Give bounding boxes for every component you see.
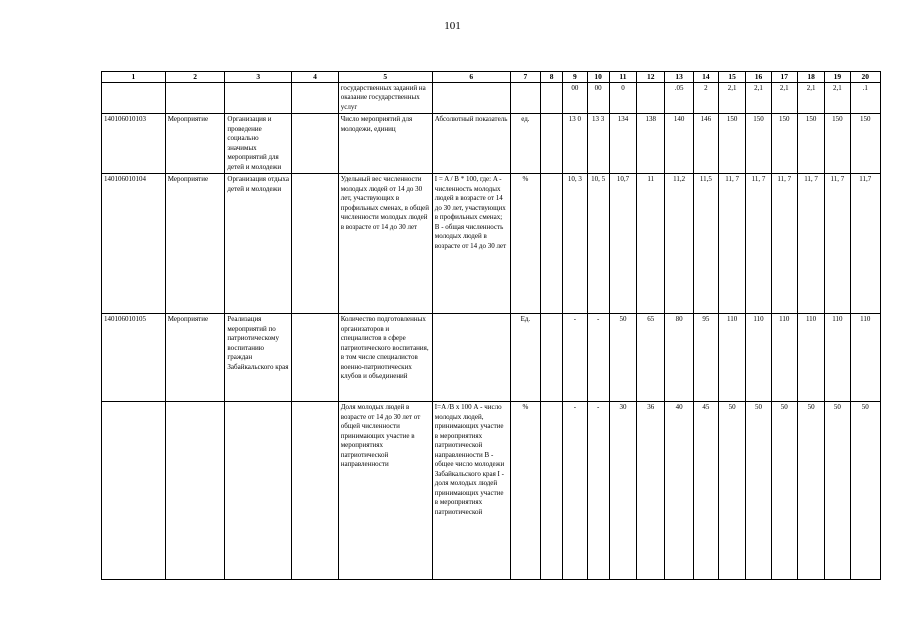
table-row — [102, 314, 881, 402]
table-cell-col8 — [541, 174, 563, 314]
table-cell-value: 95 — [693, 314, 718, 402]
table-cell-name — [225, 402, 292, 580]
table-cell-value: 00 — [563, 82, 587, 114]
table-cell-indicator: Количество подготовленных организаторов и специалистов в сфере патриотического воспитания, в том числе специалистов военно-патриотических клубов и объединений — [338, 314, 432, 402]
table-cell-type: Мероприятие — [165, 174, 225, 314]
table-cell-value: 146 — [693, 114, 718, 174]
table-cell-value: 0 — [609, 82, 636, 114]
table-cell-value: 11, 7 — [771, 174, 797, 314]
table-cell-indicator: Удельный вес численности молодых людей от 14 до 30 лет, участвующих в профильных сменах, в общей численности молодых людей в возрасте от 14 до 30 лет — [338, 174, 432, 314]
table-cell-value: 13 0 — [563, 114, 587, 174]
table-cell-value: .05 — [665, 82, 693, 114]
table-cell-value: 150 — [797, 114, 824, 174]
table-cell-name: Организация отдыха детей и молодежи — [225, 174, 292, 314]
column-header: 16 — [746, 72, 771, 83]
column-header: 15 — [719, 72, 746, 83]
table-cell-value: 2,1 — [771, 82, 797, 114]
table-cell-formula — [432, 314, 510, 402]
column-header: 17 — [771, 72, 797, 83]
table-cell-col8 — [541, 314, 563, 402]
table-cell-value: 50 — [719, 402, 746, 580]
table-cell-value: 150 — [850, 114, 881, 174]
table-cell-value: 11,2 — [665, 174, 693, 314]
table-row — [102, 82, 881, 114]
table-cell-formula — [432, 82, 510, 114]
table-cell-value — [637, 82, 665, 114]
column-header: 20 — [850, 72, 881, 83]
column-header: 2 — [165, 72, 225, 83]
table-cell-value: 2,1 — [719, 82, 746, 114]
table-cell-value: - — [587, 314, 609, 402]
column-header: 12 — [637, 72, 665, 83]
table-cell-indicator: Число мероприятий для молодежи, единиц — [338, 114, 432, 174]
column-header: 1 — [102, 72, 166, 83]
table-cell-value: 2,1 — [797, 82, 824, 114]
column-header: 7 — [510, 72, 540, 83]
table-row — [102, 402, 881, 580]
column-header: 18 — [797, 72, 824, 83]
table-cell-value: 110 — [719, 314, 746, 402]
table-cell-code — [102, 82, 166, 114]
table-cell-value: 150 — [771, 114, 797, 174]
table-cell-value: 150 — [746, 114, 771, 174]
table-cell-code: 140106010104 — [102, 174, 166, 314]
table-cell-value: 00 — [587, 82, 609, 114]
table-cell-value: 50 — [825, 402, 850, 580]
table-cell-value: 50 — [771, 402, 797, 580]
table-cell-value: 110 — [746, 314, 771, 402]
table-cell-value: 110 — [771, 314, 797, 402]
table-cell-unit: Ед. — [510, 314, 540, 402]
table-cell-value: 2,1 — [825, 82, 850, 114]
table-cell-formula: Абсолютный показатель — [432, 114, 510, 174]
table-cell-type — [165, 402, 225, 580]
table-cell-value: 150 — [825, 114, 850, 174]
table-cell-col4 — [292, 314, 339, 402]
column-header: 5 — [338, 72, 432, 83]
table-cell-value: 50 — [609, 314, 636, 402]
table-cell-value: 11, 7 — [719, 174, 746, 314]
table-row — [102, 174, 881, 314]
table-cell-value: .1 — [850, 82, 881, 114]
table-cell-value: 110 — [850, 314, 881, 402]
table-cell-col8 — [541, 114, 563, 174]
table-cell-value: 138 — [637, 114, 665, 174]
column-header: 14 — [693, 72, 718, 83]
column-header: 4 — [292, 72, 339, 83]
column-header: 9 — [563, 72, 587, 83]
table-cell-value: 11,5 — [693, 174, 718, 314]
table-cell-code — [102, 402, 166, 580]
table-cell-value: 10, 5 — [587, 174, 609, 314]
table-cell-type: Мероприятие — [165, 314, 225, 402]
table-cell-value: 50 — [850, 402, 881, 580]
table-cell-col4 — [292, 174, 339, 314]
table-cell-unit: % — [510, 402, 540, 580]
table-cell-value: 50 — [746, 402, 771, 580]
column-header: 10 — [587, 72, 609, 83]
table-cell-code: 140106010103 — [102, 114, 166, 174]
table-cell-value: - — [587, 402, 609, 580]
page-number: 101 — [444, 20, 461, 32]
table-cell-value: 150 — [719, 114, 746, 174]
table-row — [102, 114, 881, 174]
column-header: 6 — [432, 72, 510, 83]
table-cell-name: Реализация мероприятий по патриотическому воспитанию граждан Забайкальского края — [225, 314, 292, 402]
column-header: 3 — [225, 72, 292, 83]
table-cell-formula: I = A / B * 100, где: A - численность молодых людей в возрасте от 14 до 30 лет, участвующих в профильных сменах; B - общая численность молодых людей в возрасте от 14 до 30 лет — [432, 174, 510, 314]
table-cell-value: 45 — [693, 402, 718, 580]
table-cell-value: 13 3 — [587, 114, 609, 174]
column-header: 19 — [825, 72, 850, 83]
table-cell-value: 10, 3 — [563, 174, 587, 314]
table-cell-col8 — [541, 402, 563, 580]
table-cell-value: - — [563, 314, 587, 402]
table-cell-value: - — [563, 402, 587, 580]
table-cell-value: 2 — [693, 82, 718, 114]
header-row — [102, 72, 881, 83]
table-cell-unit — [510, 82, 540, 114]
table-cell-value: 11 — [637, 174, 665, 314]
table-cell-value: 11, 7 — [825, 174, 850, 314]
table-cell-code: 140106010105 — [102, 314, 166, 402]
table-cell-unit: % — [510, 174, 540, 314]
table-cell-name — [225, 82, 292, 114]
table-cell-col4 — [292, 82, 339, 114]
table-cell-col4 — [292, 114, 339, 174]
table-cell-col4 — [292, 402, 339, 580]
column-header: 11 — [609, 72, 636, 83]
table-cell-formula: I=A /B x 100 А - число молодых людей, принимающих участие в мероприятиях патриотической направленности В - общее число молодежи Забайкальского края I - доля молодых людей принимающих участие в мероприятиях патриотической — [432, 402, 510, 580]
table-cell-value: 65 — [637, 314, 665, 402]
table-body — [102, 82, 881, 580]
table-cell-indicator: государственных заданий на оказание государственных услуг — [338, 82, 432, 114]
table-cell-value: 140 — [665, 114, 693, 174]
column-header: 13 — [665, 72, 693, 83]
column-header: 8 — [541, 72, 563, 83]
table-cell-indicator: Доля молодых людей в возрасте от 14 до 30 лет от общей численности принимающих участие в мероприятиях патриотической направленности — [338, 402, 432, 580]
table-cell-unit: ед. — [510, 114, 540, 174]
table-cell-type: Мероприятие — [165, 114, 225, 174]
table-cell-value: 11, 7 — [797, 174, 824, 314]
table-cell-value: 50 — [797, 402, 824, 580]
table-cell-value: 10,7 — [609, 174, 636, 314]
table-cell-value: 11, 7 — [746, 174, 771, 314]
table-cell-type — [165, 82, 225, 114]
table-cell-name: Организация и проведение социально значимых мероприятий для детей и молодежи — [225, 114, 292, 174]
table-cell-value: 134 — [609, 114, 636, 174]
table-cell-value: 110 — [797, 314, 824, 402]
table-cell-value: 11,7 — [850, 174, 881, 314]
table-cell-value: 36 — [637, 402, 665, 580]
table-cell-value: 30 — [609, 402, 636, 580]
table-cell-col8 — [541, 82, 563, 114]
table-cell-value: 110 — [825, 314, 850, 402]
indicators-table — [101, 71, 881, 580]
table-cell-value: 80 — [665, 314, 693, 402]
table-cell-value: 40 — [665, 402, 693, 580]
table-cell-value: 2,1 — [746, 82, 771, 114]
